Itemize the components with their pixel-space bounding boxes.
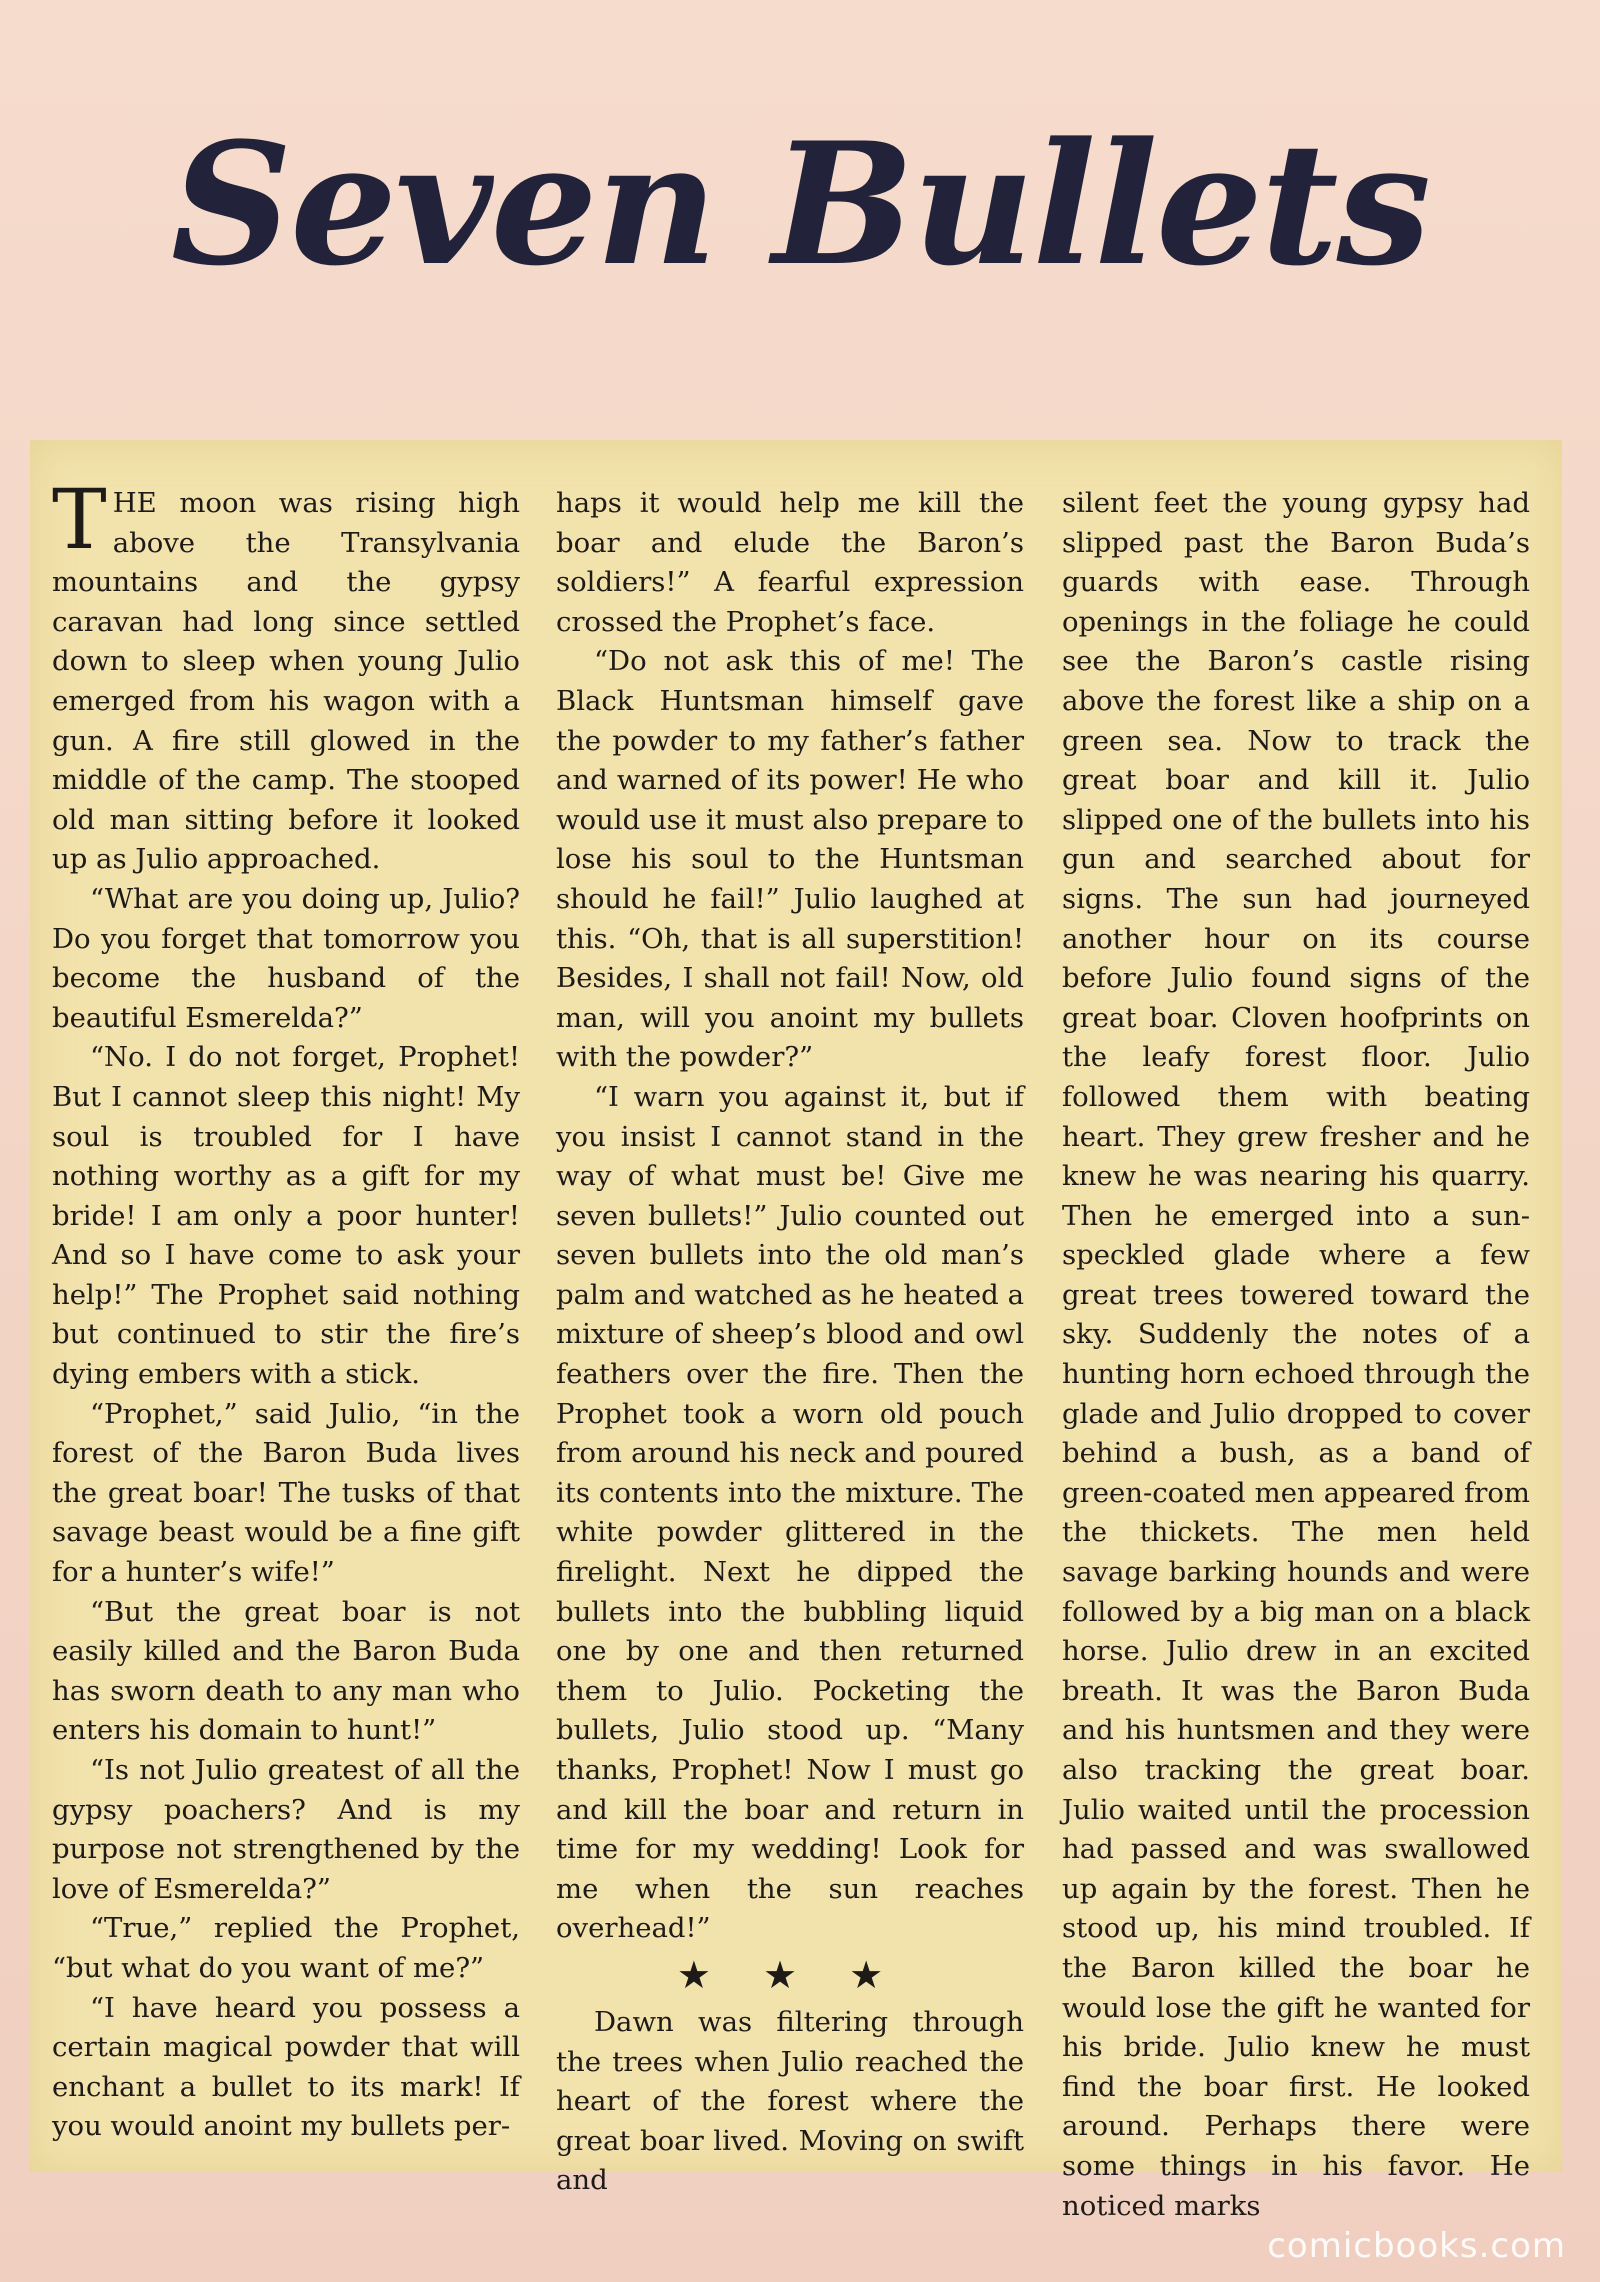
paragraph: THE moon was rising high above the Transylvania mountains and the gypsy caravan had long since settled down to sleep when young Julio emerged from his wagon with a gun. A fire still glowed in the middle of the camp. The stooped old man sitting before it looked up as Julio approached.: [52, 473, 520, 876]
text-column-1: [52, 473, 520, 2147]
watermark: comicbooks.com: [1267, 2226, 1566, 2266]
paragraph: “Do not ask this of me! The Black Huntsman himself gave the powder to my father’s father and warned of its power! He who would use it must also prepare to lose his soul to the Huntsman should he fail!” Julio laughed at this. “Oh, that is all superstition! Besides, I shall not fail! Now, old man, will you anoint my bullets with the powder?”: [556, 645, 1024, 1074]
paragraph: “What are you doing up, Julio? Do you forget that tomorrow you become the husband of the beautiful Esmerelda?”: [52, 882, 520, 1034]
paragraph: “I warn you against it, but if you insist I cannot stand in the way of what must be! Give me seven bullets!” Julio counted out seven bullets into the old man’s palm and watched as he heated a mixture of sheep’s blood and owl feathers over the fire. Then the Prophet took a worn old pouch from around his neck and poured its contents into the mixture. The white powder glittered in the firelight. Next he dipped the bullets into the bubbling liquid one by one and then returned them to Julio. Pocketing the bullets, Julio stood up. “Many thanks, Prophet! Now I must go and kill the boar and return in time for my wedding! Look for me when the sun reaches overhead!”: [556, 1080, 1024, 1945]
paragraph: “Prophet,” said Julio, “in the forest of the Baron Buda lives the great boar! The tusks of that savage beast would be a fine gift for a hunter’s wife!”: [52, 1397, 520, 1589]
paragraph: “No. I do not forget, Prophet! But I cannot sleep this night! My soul is troubled for I have nothing worthy as a gift for my bride! I am only a poor hunter! And so I have come to ask your help!” The Prophet said nothing but continued to stir the fire’s dying embers with a stick.: [52, 1041, 520, 1391]
paragraph: “True,” replied the Prophet, “but what do you want of me?”: [52, 1912, 520, 1984]
story-title: Seven Bullets: [170, 105, 1430, 303]
paragraph: silent feet the young gypsy had slipped past the Baron Buda’s guards with ease. Through openings in the foliage he could see the Baron’s castle rising above the forest like a ship on a green sea. Now to track the great boar and kill it. Julio slipped one of the bullets into his gun and searched about for signs. The sun had journeyed another hour on its course before Julio found signs of the great boar. Cloven hoofprints on the leafy forest floor. Julio followed them with beating heart. They grew fresher and he knew he was nearing his quarry. Then he emerged into a sun-speckled glade where a few great trees towered toward the sky. Suddenly the notes of a hunting horn echoed through the glade and Julio dropped to cover behind a bush, as a band of green-coated men appeared from the thickets. The men held savage barking hounds and were followed by a big man on a black horse. Julio drew in an excited breath. It was the Baron Buda and his huntsmen and they were also tracking the great boar. Julio waited until the procession had passed and was swallowed up again by the forest. Then he stood up, his mind troubled. If the Baron killed the boar he would lose the gift he wanted for his bride. Julio knew he must find the boar first. He looked around. Perhaps there were some things in his favor. He noticed marks: [1062, 487, 1530, 2222]
section-separator: ★ ★ ★: [676, 1952, 904, 1997]
text-column-2: [556, 484, 1024, 2201]
drop-cap: T: [52, 473, 107, 568]
paragraph: “I have heard you possess a certain magical powder that will enchant a bullet to its mark! If you would anoint my bullets per-: [52, 1991, 520, 2143]
paragraph: “But the great boar is not easily killed and the Baron Buda has sworn death to any man who enters his domain to hunt!”: [52, 1595, 520, 1747]
text-column-3: [1062, 484, 1530, 2226]
paragraph: haps it would help me kill the boar and elude the Baron’s soldiers!” A fearful expression crossed the Prophet’s face.: [556, 487, 1024, 638]
paragraph: “Is not Julio greatest of all the gypsy poachers? And is my purpose not strengthened by the love of Esmerelda?”: [52, 1754, 520, 1905]
paragraph: Dawn was filtering through the trees when Julio reached the heart of the forest where the great boar lived. Moving on swift and: [556, 2005, 1024, 2197]
